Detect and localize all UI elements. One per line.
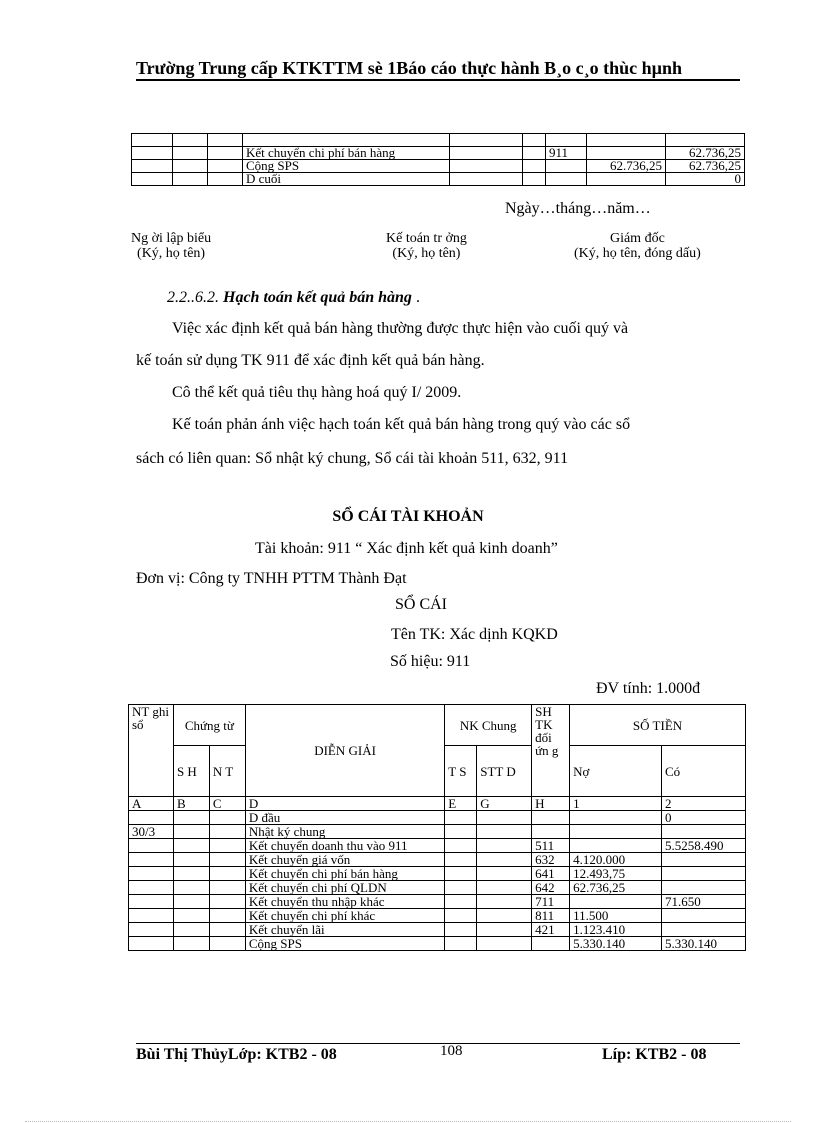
ledger-nt-cell bbox=[129, 811, 174, 825]
table-row bbox=[129, 811, 746, 825]
ledger-nt-cell bbox=[129, 867, 174, 881]
signature-preparer bbox=[131, 231, 211, 261]
account-cell bbox=[546, 160, 587, 173]
ledger-sh-cell bbox=[173, 923, 209, 937]
ledger-stt-cell bbox=[477, 811, 532, 825]
ledger-stt-cell bbox=[477, 895, 532, 909]
table-row bbox=[129, 797, 746, 811]
ledger-desc-cell: Cộng SPS bbox=[245, 937, 444, 951]
table-row bbox=[129, 909, 746, 923]
col-a-cell bbox=[132, 173, 173, 186]
col-c-cell bbox=[208, 173, 243, 186]
ledger-stt-cell bbox=[477, 867, 532, 881]
table-row bbox=[132, 160, 745, 173]
table-row bbox=[132, 173, 745, 186]
header-stt: STT D bbox=[477, 746, 532, 797]
ledger-co-cell bbox=[661, 909, 745, 923]
footer-divider bbox=[136, 1043, 740, 1044]
ledger-no-cell bbox=[570, 825, 662, 839]
ledger-ts-cell bbox=[445, 853, 477, 867]
ledger-tk-cell: 421 bbox=[532, 923, 570, 937]
ledger-co-cell: 2 bbox=[661, 797, 745, 811]
general-ledger-table bbox=[128, 704, 746, 951]
ledger-stt-cell bbox=[477, 839, 532, 853]
ledger-tk-cell: 641 bbox=[532, 867, 570, 881]
ledger-co-cell bbox=[661, 825, 745, 839]
paragraph: Cô thể kết quả tiêu thụ hàng hoá quý I/ 2009. bbox=[172, 384, 462, 401]
col-f-cell bbox=[523, 160, 546, 173]
footer-right: Líp: KTB2 - 08 bbox=[602, 1046, 707, 1063]
col-e-cell bbox=[450, 173, 523, 186]
signature-role: Giám đốc bbox=[609, 231, 665, 246]
ledger-tk-cell: 511 bbox=[532, 839, 570, 853]
section-heading bbox=[167, 289, 420, 307]
ledger-tk-cell: 642 bbox=[532, 881, 570, 895]
ledger-nt-cell: 30/3 bbox=[129, 825, 174, 839]
col-b-cell bbox=[173, 173, 208, 186]
page-bottom-border bbox=[25, 1121, 791, 1122]
col-b-cell bbox=[173, 160, 208, 173]
ledger-ntc-cell bbox=[209, 895, 245, 909]
debit-cell bbox=[587, 134, 666, 147]
ledger-no-cell: 4.120.000 bbox=[570, 853, 662, 867]
ledger-sh-cell bbox=[173, 811, 209, 825]
description-cell: Cộng SPS bbox=[243, 160, 450, 173]
ledger-nt-cell bbox=[129, 937, 174, 951]
ledger-nt-cell bbox=[129, 909, 174, 923]
signature-director bbox=[574, 231, 701, 261]
col-a-cell bbox=[132, 147, 173, 160]
ledger-ntc-cell bbox=[209, 825, 245, 839]
ledger-desc-cell: Nhật ký chung bbox=[245, 825, 444, 839]
ledger-no-cell: 12.493,75 bbox=[570, 867, 662, 881]
description-cell: D cuối bbox=[243, 173, 450, 186]
ledger-ts-cell bbox=[445, 839, 477, 853]
ledger-co-cell bbox=[661, 881, 745, 895]
section-number: 2.2..6.2. bbox=[167, 289, 219, 306]
ledger-ntc-cell bbox=[209, 811, 245, 825]
page-header: Trường Trung cấp KTKTTM sè 1Báo cáo thực hành B¸o c¸o thùc hµnh bbox=[136, 58, 683, 78]
ledger-co-cell: 5.5258.490 bbox=[661, 839, 745, 853]
signature-role: Kế toán tr ởng bbox=[386, 231, 467, 246]
signature-role: Ng ời lập biểu bbox=[131, 231, 212, 246]
ledger-ntc-cell bbox=[209, 909, 245, 923]
header-no: Nợ bbox=[570, 746, 662, 797]
ledger-header-row bbox=[129, 705, 746, 746]
section-title: Hạch toán kết quả bán hàng bbox=[223, 289, 412, 306]
table-row bbox=[129, 867, 746, 881]
description-cell: Kết chuyển chi phí bán hàng bbox=[243, 147, 450, 160]
top-ledger-table bbox=[131, 133, 745, 186]
col-a-cell bbox=[132, 134, 173, 147]
ledger-stt-cell bbox=[477, 937, 532, 951]
debit-cell: 62.736,25 bbox=[587, 160, 666, 173]
table-row bbox=[129, 839, 746, 853]
ledger-sh-cell bbox=[173, 909, 209, 923]
ledger-ts-cell bbox=[445, 909, 477, 923]
ledger-stt-cell: G bbox=[477, 797, 532, 811]
credit-cell: 62.736,25 bbox=[666, 160, 745, 173]
header-chung-tu: Chứng từ bbox=[173, 705, 245, 746]
ledger-no-cell bbox=[570, 839, 662, 853]
ledger-no-cell bbox=[570, 895, 662, 909]
header-sh: S H bbox=[173, 746, 209, 797]
header-ts: T S bbox=[445, 746, 477, 797]
ledger-sh-cell bbox=[173, 839, 209, 853]
col-b-cell bbox=[173, 147, 208, 160]
ledger-stt-cell bbox=[477, 881, 532, 895]
ledger-co-cell: 0 bbox=[661, 811, 745, 825]
ledger-desc-cell: Kết chuyển lãi bbox=[245, 923, 444, 937]
ledger-desc-cell: D đầu bbox=[245, 811, 444, 825]
paragraph: Kế toán phản ánh việc hạch toán kết quả bán hàng trong quý vào các sổ bbox=[172, 416, 631, 433]
ledger-ts-cell bbox=[445, 811, 477, 825]
ledger-no-cell: 5.330.140 bbox=[570, 937, 662, 951]
ledger-tk-cell bbox=[532, 811, 570, 825]
ledger-desc-cell: Kết chuyển chi phí khác bbox=[245, 909, 444, 923]
so-cai-heading: SỔ CÁI bbox=[395, 596, 448, 613]
account-name: Tên TK: Xác dịnh KQKD bbox=[391, 626, 558, 643]
table-row bbox=[132, 134, 745, 147]
ledger-ntc-cell bbox=[209, 839, 245, 853]
ledger-desc-cell: Kết chuyển giá vốn bbox=[245, 853, 444, 867]
ledger-tk-cell bbox=[532, 825, 570, 839]
ledger-nt-cell bbox=[129, 853, 174, 867]
header-co: Có bbox=[661, 746, 745, 797]
ledger-ntc-cell bbox=[209, 937, 245, 951]
ledger-co-cell: 5.330.140 bbox=[661, 937, 745, 951]
col-f-cell bbox=[523, 147, 546, 160]
ledger-ts-cell: E bbox=[445, 797, 477, 811]
header-nt-c: N T bbox=[209, 746, 245, 797]
ledger-tk-cell: 711 bbox=[532, 895, 570, 909]
ledger-sh-cell bbox=[173, 937, 209, 951]
col-c-cell bbox=[208, 134, 243, 147]
footer-left: Bùi Thị ThủyLớp: KTB2 - 08 bbox=[136, 1046, 337, 1063]
header-divider bbox=[136, 79, 740, 81]
ledger-desc-cell: Kết chuyển chi phí QLDN bbox=[245, 881, 444, 895]
ledger-no-cell: 1 bbox=[570, 797, 662, 811]
signature-note: (Ký, họ tên) bbox=[392, 246, 461, 261]
ledger-ts-cell bbox=[445, 937, 477, 951]
section-tail: . bbox=[411, 289, 420, 306]
debit-cell bbox=[587, 173, 666, 186]
col-a-cell bbox=[132, 160, 173, 173]
paragraph: Việc xác định kết quả bán hàng thường được thực hiện vào cuối quý và bbox=[172, 320, 629, 337]
col-c-cell bbox=[208, 147, 243, 160]
ledger-ntc-cell bbox=[209, 923, 245, 937]
signature-note: (Ký, họ tên) bbox=[137, 246, 206, 261]
header-nk-chung: NK Chung bbox=[445, 705, 532, 746]
ledger-nt-cell bbox=[129, 923, 174, 937]
ledger-desc-cell: Kết chuyển doanh thu vào 911 bbox=[245, 839, 444, 853]
ledger-sh-cell bbox=[173, 895, 209, 909]
header-dien-giai: DIỄN GIẢI bbox=[245, 705, 444, 797]
account-number: Số hiệu: 911 bbox=[390, 653, 471, 670]
ledger-nt-cell bbox=[129, 895, 174, 909]
ledger-no-cell: 1.123.410 bbox=[570, 923, 662, 937]
ledger-ntc-cell bbox=[209, 867, 245, 881]
ledger-ts-cell bbox=[445, 867, 477, 881]
header-sh-tk: SH TK đối ứn g bbox=[532, 705, 570, 797]
ledger-tk-cell: 632 bbox=[532, 853, 570, 867]
credit-cell: 62.736,25 bbox=[666, 147, 745, 160]
ledger-nt-cell: A bbox=[129, 797, 174, 811]
col-f-cell bbox=[523, 134, 546, 147]
header-so-tien: SỐ TIỀN bbox=[570, 705, 746, 746]
unit-line: Đơn vị: Công ty TNHH PTTM Thành Đạt bbox=[136, 570, 407, 587]
table-row bbox=[129, 853, 746, 867]
ledger-stt-cell bbox=[477, 909, 532, 923]
ledger-sh-cell bbox=[173, 825, 209, 839]
ledger-ts-cell bbox=[445, 881, 477, 895]
ledger-no-cell: 62.736,25 bbox=[570, 881, 662, 895]
ledger-desc-cell: Kết chuyển thu nhập khác bbox=[245, 895, 444, 909]
page-number: 108 bbox=[440, 1043, 463, 1059]
ledger-sh-cell bbox=[173, 881, 209, 895]
ledger-co-cell: 71.650 bbox=[661, 895, 745, 909]
paragraph: sách có liên quan: Sổ nhật ký chung, Sổ cái tài khoản 511, 632, 911 bbox=[136, 450, 569, 467]
ledger-ntc-cell bbox=[209, 881, 245, 895]
table-row bbox=[129, 937, 746, 951]
header-nt: NT ghi sổ bbox=[129, 705, 174, 797]
ledger-co-cell bbox=[661, 867, 745, 881]
account-line: Tài khoản: 911 “ Xác định kết quả kinh doanh” bbox=[255, 540, 558, 557]
currency-unit: ĐV tính: 1.000đ bbox=[596, 680, 701, 697]
ledger-no-cell: 11.500 bbox=[570, 909, 662, 923]
col-f-cell bbox=[523, 173, 546, 186]
ledger-co-cell bbox=[661, 923, 745, 937]
ledger-sh-cell bbox=[173, 853, 209, 867]
ledger-stt-cell bbox=[477, 853, 532, 867]
col-e-cell bbox=[450, 160, 523, 173]
table-row bbox=[129, 923, 746, 937]
table-row bbox=[129, 881, 746, 895]
ledger-tk-cell bbox=[532, 937, 570, 951]
ledger-sh-cell bbox=[173, 867, 209, 881]
ledger-nt-cell bbox=[129, 839, 174, 853]
ledger-stt-cell bbox=[477, 825, 532, 839]
ledger-ts-cell bbox=[445, 825, 477, 839]
signature-note: (Ký, họ tên, đóng dấu) bbox=[574, 246, 701, 261]
col-e-cell bbox=[450, 147, 523, 160]
ledger-ts-cell bbox=[445, 923, 477, 937]
ledger-co-cell bbox=[661, 853, 745, 867]
col-b-cell bbox=[173, 134, 208, 147]
ledger-ntc-cell: C bbox=[209, 797, 245, 811]
signature-chief-accountant bbox=[386, 231, 467, 261]
ledger-no-cell bbox=[570, 811, 662, 825]
ledger-nt-cell bbox=[129, 881, 174, 895]
ledger-tk-cell: H bbox=[532, 797, 570, 811]
account-cell: 911 bbox=[546, 147, 587, 160]
ledger-tk-cell: 811 bbox=[532, 909, 570, 923]
ledger-ntc-cell bbox=[209, 853, 245, 867]
ledger-desc-cell: Kết chuyển chi phí bán hàng bbox=[245, 867, 444, 881]
ledger-title: SỔ CÁI TÀI KHOẢN bbox=[332, 508, 484, 525]
ledger-sh-cell: B bbox=[173, 797, 209, 811]
table-row bbox=[129, 825, 746, 839]
paragraph: kế toán sử dụng TK 911 để xác định kết quả bán hàng. bbox=[136, 352, 485, 369]
credit-cell: 0 bbox=[666, 173, 745, 186]
date-line: Ngày…tháng…năm… bbox=[505, 200, 651, 217]
col-e-cell bbox=[450, 134, 523, 147]
account-cell bbox=[546, 173, 587, 186]
table-row bbox=[129, 895, 746, 909]
ledger-stt-cell bbox=[477, 923, 532, 937]
ledger-desc-cell: D bbox=[245, 797, 444, 811]
ledger-ts-cell bbox=[445, 895, 477, 909]
col-c-cell bbox=[208, 160, 243, 173]
